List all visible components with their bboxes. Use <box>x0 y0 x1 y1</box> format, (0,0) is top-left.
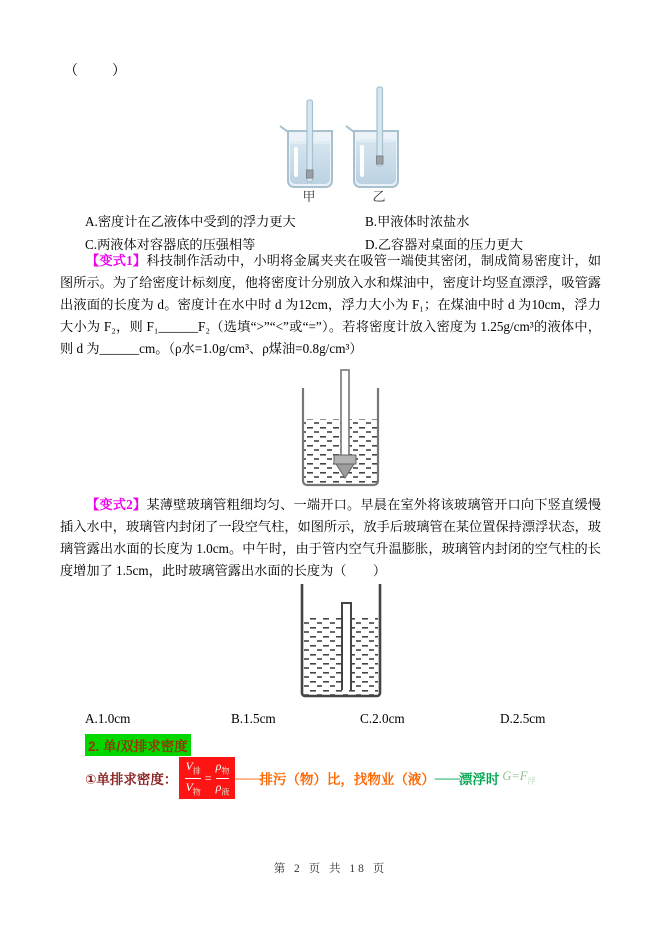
fraction-bar <box>185 778 200 779</box>
beaker-label-jia: 甲 <box>302 189 316 204</box>
q1-option-b: B.甲液体时浓盐水 <box>365 214 470 229</box>
beaker-jia <box>280 100 332 204</box>
density-ratio-formula-box <box>179 757 235 799</box>
beaker-yi-highlight <box>360 145 364 177</box>
density-fraction <box>216 760 230 796</box>
beaker-jia-highlight <box>294 147 298 177</box>
volume-fraction-numerator: $V_排$ <box>185 759 201 776</box>
section2-heading: 2. 单/双排求密度 <box>85 734 191 756</box>
metal-clip-jia <box>307 170 314 178</box>
answer-bracket: （ ） <box>64 64 128 79</box>
beakers-figure <box>268 84 436 206</box>
variant2-body: 某薄壁玻璃管粗细均匀、一端开口。早晨在室外将该玻璃管开口向下竖直缓慢插入水中，玻璃管内封闭了一段空气柱，如图所示，放手后玻璃管在某位置保持漂浮状态，玻璃管露出水面的长度为 1.0cm。中午时，由于管内空气升温膨胀，玻璃管内封闭的空气柱的长度增加了 1.5cm，此时玻璃管露出水面的长度为（ ） <box>60 497 602 578</box>
variant1-paragraph <box>60 250 601 360</box>
q1-option-c: C.两液体对容器底的压强相等 <box>85 237 256 252</box>
q2-option-c: C.2.0cm <box>360 711 405 726</box>
glass-tube-in-water-figure <box>296 580 386 706</box>
single-float-density-rule <box>85 753 535 803</box>
gravity-buoyancy-equation: $G=F_浮$ <box>502 769 536 786</box>
glass-tube <box>342 603 351 690</box>
metal-clip-yi <box>377 156 384 164</box>
q1-option-d: D.乙容器对桌面的压力更大 <box>365 237 523 252</box>
q1-option-a: A.密度计在乙液体中受到的浮力更大 <box>85 214 296 229</box>
q2-option-b: B.1.5cm <box>231 711 276 726</box>
variant1-tag: 【变式1】 <box>86 253 147 268</box>
beaker-yi-spout <box>346 126 354 132</box>
formula-label: ①单排求密度： <box>85 772 178 787</box>
variant1-body: 科技制作活动中，小明将金属夹夹在吸管一端使其密闭，制成简易密度计，如图所示。为了给密度计标刻度，他将密度计分别放入水和煤油中，密度计均竖直漂浮，吸管露出液面的长度为 d。密度计在水中时 d 为12cm，浮力大小为 F₁；在煤油中时 d 为10cm，浮力大小为 F₂，则 F₁______F₂（选填“>”“<”或“=”）。若将密度计放入密度为 1.25g/cm³的液体中，则 d 为______cm。（ρ水=1.0g/cm³、ρ煤油=0.8g/cm³） <box>60 253 602 356</box>
hydrometer-in-water-figure <box>293 362 397 494</box>
volume-fraction <box>185 760 200 796</box>
orange-connector-line: —— <box>235 770 260 785</box>
q2-option-d: D.2.5cm <box>500 711 546 726</box>
q2-option-a: A.1.0cm <box>85 711 131 726</box>
density-fraction-denominator: $\rho_液$ <box>215 779 230 796</box>
beaker-yi-surface <box>356 139 396 142</box>
beaker-jia-spout <box>280 126 288 132</box>
volume-fraction-denominator: $V_物$ <box>185 779 201 796</box>
metal-clip-body <box>334 455 356 464</box>
hydrometer-tube-yi <box>377 87 383 166</box>
variant2-tag: 【变式2】 <box>86 497 147 512</box>
beaker-yi <box>346 87 398 204</box>
beaker-label-yi: 乙 <box>372 189 386 204</box>
mnemonic-text: 排污（物）比，找物业（液） <box>259 772 435 787</box>
density-fraction-numerator: $\rho_物$ <box>215 759 230 776</box>
equals-sign: = <box>204 770 212 785</box>
fraction-bar <box>216 778 230 779</box>
page-number-footer: 第 2 页 共 18 页 <box>273 863 388 875</box>
floating-condition-label: 漂浮时 <box>458 772 500 787</box>
green-connector-line: —— <box>434 770 459 785</box>
variant2-paragraph <box>60 494 601 582</box>
